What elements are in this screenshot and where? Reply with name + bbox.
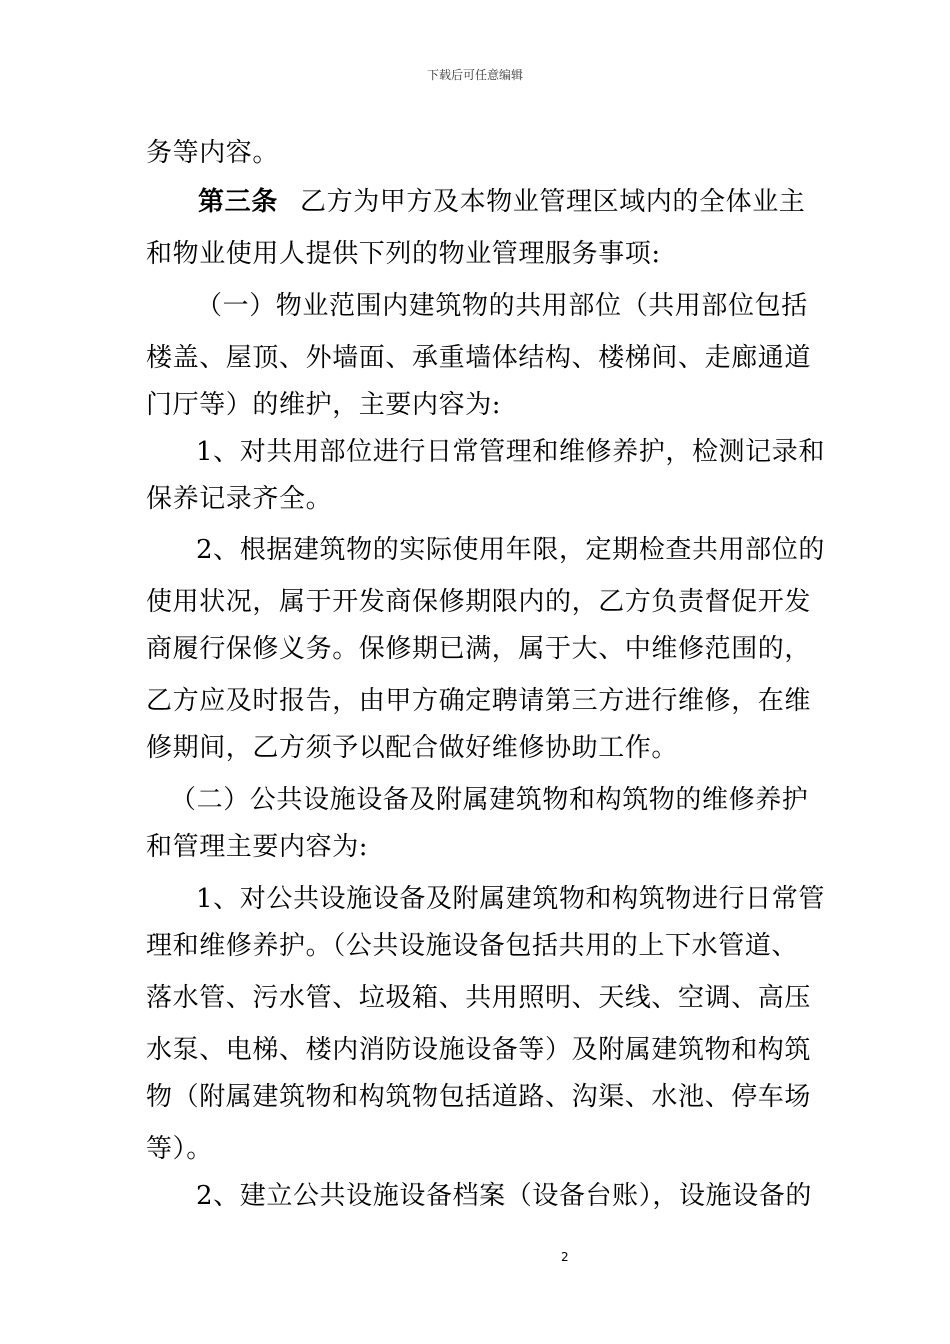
text-line: 乙方应及时报告，由甲方确定聘请第三方进行维修，在维 [146, 686, 812, 716]
text-line: 1、对共用部位进行日常管理和维修养护，检测记录和 [196, 437, 825, 467]
page-number: 2 [561, 1250, 569, 1264]
text-line: （一）物业范围内建筑物的共用部位（共用部位包括 [196, 291, 808, 321]
text-line: 落水管、污水管、垃圾箱、共用照明、天线、空调、高压 [146, 983, 812, 1013]
text-line: 2、根据建筑物的实际使用年限，定期检查共用部位的 [196, 535, 825, 565]
text-line: 务等内容。 [146, 138, 280, 168]
text-line: 门厅等）的维护，主要内容为: [146, 390, 502, 420]
text-line: 保养记录齐全。 [146, 484, 333, 514]
text-line: 物（附属建筑物和构筑物包括道路、沟渠、水池、停车场 [146, 1082, 812, 1112]
text-line: 楼盖、屋顶、外墙面、承重墙体结构、楼梯间、走廊通道 [146, 343, 812, 373]
text-line: 修期间，乙方须予以配合做好维修协助工作。 [146, 733, 679, 763]
text-line: 和物业使用人提供下列的物业管理服务事项: [146, 239, 661, 269]
header-note: 下载后可任意编辑 [426, 68, 523, 82]
article-heading: 第三条 [198, 187, 278, 217]
text-line: 理和维修养护。（公共设施设备包括共用的上下水管道、 [146, 931, 799, 961]
text-line: （二）公共设施设备及附属建筑物和构筑物的维修养护 [170, 785, 809, 815]
text-line: 使用状况，属于开发商保修期限内的，乙方负责督促开发 [146, 587, 812, 617]
text-line: 2、建立公共设施设备档案（设备台账），设施设备的 [196, 1181, 812, 1211]
text-line: 乙方为甲方及本物业管理区域内的全体业主 [300, 187, 806, 217]
text-line: 和管理主要内容为: [146, 832, 369, 862]
text-line: 水泵、电梯、楼内消防设施设备等）及附属建筑物和构筑 [146, 1035, 812, 1065]
text-line: 商履行保修义务。保修期已满，属于大、中维修范围的， [146, 634, 812, 664]
text-line: 等）。 [146, 1134, 213, 1164]
text-line: 1、对公共设施设备及附属建筑物和构筑物进行日常管 [196, 884, 825, 914]
